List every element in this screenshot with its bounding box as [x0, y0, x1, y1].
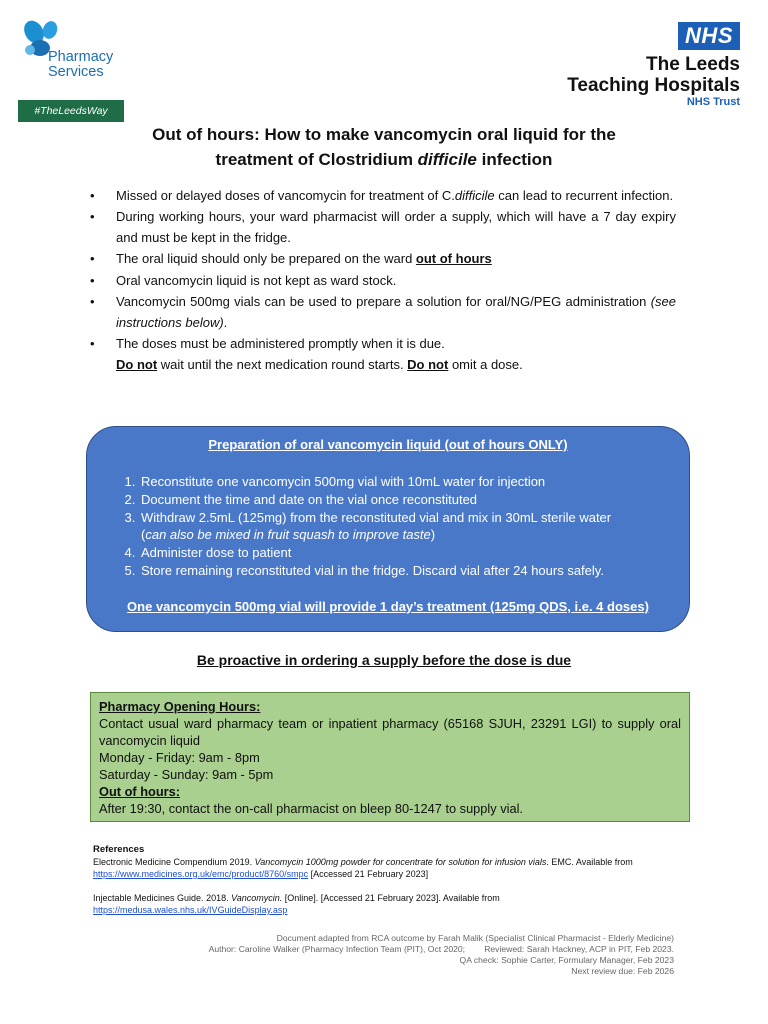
bullet-text: wait until the next medication round starts. [157, 356, 408, 372]
opening-hours-heading: Pharmacy Opening Hours: [99, 699, 261, 714]
footer-line: QA check: Sophie Carter, Formulary Manager, Feb 2023 [459, 955, 674, 965]
title-emphasis: difficile [417, 150, 477, 169]
title-line-2 [60, 147, 708, 172]
step-item: 1. Reconstitute one vancomycin 500mg vial with 10mL water for injection [139, 473, 689, 491]
ref-text: Injectable Medicines Guide. 2018. [93, 893, 232, 903]
weekday-hours: Monday - Friday: 9am - 8pm [99, 750, 260, 765]
document-footer [114, 933, 674, 977]
footer-line: Document adapted from RCA outcome by Farah Malik (Specialist Clinical Pharmacist - Elderly Medicine) [276, 933, 674, 943]
bullet-text: can lead to recurrent infection. [494, 188, 674, 203]
title-text-end: infection [476, 150, 553, 169]
out-of-hours-text: After 19:30, contact the on-call pharmacist on bleep 80-1247 to supply vial. [99, 801, 523, 816]
step-item: 5. Store remaining reconstituted vial in the fridge. Discard vial after 24 hours safely. [139, 562, 689, 580]
logo-line-2: Services [48, 64, 104, 80]
bullet-item [90, 207, 676, 249]
reference-2 [93, 892, 693, 916]
page-title [60, 122, 708, 172]
footer-reviewer: Reviewed: Sarah Hackney, ACP in PIT, Feb 2023. [484, 944, 674, 954]
weekend-hours: Saturday - Sunday: 9am - 5pm [99, 767, 274, 782]
title-line-1: Out of hours: How to make vancomycin oral liquid for the [152, 125, 616, 144]
bullet-text: The oral liquid should only be prepared on the ward [116, 251, 416, 267]
bullet-text: Vancomycin 500mg vials can be used to prepare a solution for oral/NG/PEG administration [116, 293, 651, 309]
references [93, 844, 693, 916]
bullet-text: During working hours, your ward pharmacist will order a supply, which will have a 7 day expiry and must be kept in the fridge. [116, 209, 676, 246]
step-item: 2. Document the time and date on the vial once reconstituted [139, 491, 689, 509]
bullet-strong: Do not [407, 356, 449, 372]
title-text: treatment of Clostridium [215, 150, 418, 169]
ref-text: . EMC. Available from [546, 857, 633, 867]
bullet-strong: out of hours [415, 251, 492, 267]
preparation-heading: Preparation of oral vancomycin liquid (out of hours ONLY) [208, 437, 568, 452]
ref-text: [Online]. [Accessed 21 February 2023]. Available from [282, 893, 500, 903]
step-note: (can also be mixed in fruit squash to improve taste) [141, 527, 436, 543]
step-note-text: can also be mixed in fruit squash to improve taste [145, 527, 431, 543]
bullet-emphasis: (see instructions below) [116, 293, 676, 330]
bullet-text: The doses must be administered promptly when it is due. [116, 336, 445, 352]
bullet-text: Oral vancomycin liquid is not kept as ward stock. [116, 272, 397, 288]
step-text: Withdraw 2.5mL (125mg) from the reconstituted vial and mix in 30mL sterile water [141, 509, 612, 525]
ref-emphasis: Vancomycin 1000mg powder for concentrate for solution for infusion vials [254, 857, 547, 867]
preparation-box [86, 426, 690, 632]
bullet-emphasis: difficile [454, 188, 495, 203]
footer-line: Next review due: Feb 2026 [571, 966, 674, 976]
preparation-footer: One vancomycin 500mg vial will provide 1 day’s treatment (125mg QDS, i.e. 4 doses) [127, 598, 649, 614]
opening-hours-box [90, 692, 690, 822]
key-points-list [90, 186, 676, 376]
leeds-way-tag: #TheLeedsWay [18, 100, 124, 122]
footer-author: Author: Caroline Walker (Pharmacy Infection Team (PIT), Oct 2020; [208, 944, 466, 954]
bullet-item [90, 292, 676, 334]
ref-text: [Accessed 21 February 2023] [308, 869, 429, 879]
step-item: 4. Administer dose to patient [139, 544, 689, 562]
pharmacy-services-name [48, 50, 113, 80]
bullet-item [90, 334, 676, 376]
bullet-strong: Do not [116, 356, 158, 372]
ref-emphasis: Vancomycin. [231, 893, 283, 903]
bullet-text: Missed or delayed doses of vancomycin for treatment of C. [116, 188, 455, 203]
emc-link[interactable]: https://www.medicines.org.uk/emc/product/8760/smpc [93, 869, 309, 879]
pharmacy-services-logo [18, 14, 126, 117]
opening-hours-contact: Contact usual ward pharmacy team or inpatient pharmacy (65168 SJUH, 23291 LGI) to supply oral vancomycin liquid [99, 716, 681, 748]
bullet-item [90, 186, 676, 207]
bullet-text: omit a dose. [448, 356, 523, 372]
bullet-item [90, 271, 676, 292]
trust-name-2: Teaching Hospitals [567, 75, 740, 96]
footer-line [114, 944, 674, 955]
medusa-link[interactable]: https://medusa.wales.nhs.uk/IVGuideDisplay.asp [93, 905, 288, 915]
ref-text: Electronic Medicine Compendium 2019. [93, 857, 255, 867]
preparation-steps [87, 473, 689, 580]
bullet-item [90, 249, 676, 270]
trust-name-3: NHS Trust [686, 96, 740, 108]
out-of-hours-heading: Out of hours: [99, 784, 181, 799]
step-item [139, 509, 689, 545]
bullet-text: . [223, 314, 228, 330]
logo-line-1: Pharmacy [48, 49, 114, 65]
references-heading: References [93, 844, 145, 855]
nhs-badge: NHS [678, 22, 740, 50]
trust-name-1: The Leeds [646, 54, 740, 75]
nhs-trust-logo [567, 22, 740, 109]
proactive-heading: Be proactive in ordering a supply before the dose is due [196, 652, 572, 668]
reference-1 [93, 856, 693, 880]
